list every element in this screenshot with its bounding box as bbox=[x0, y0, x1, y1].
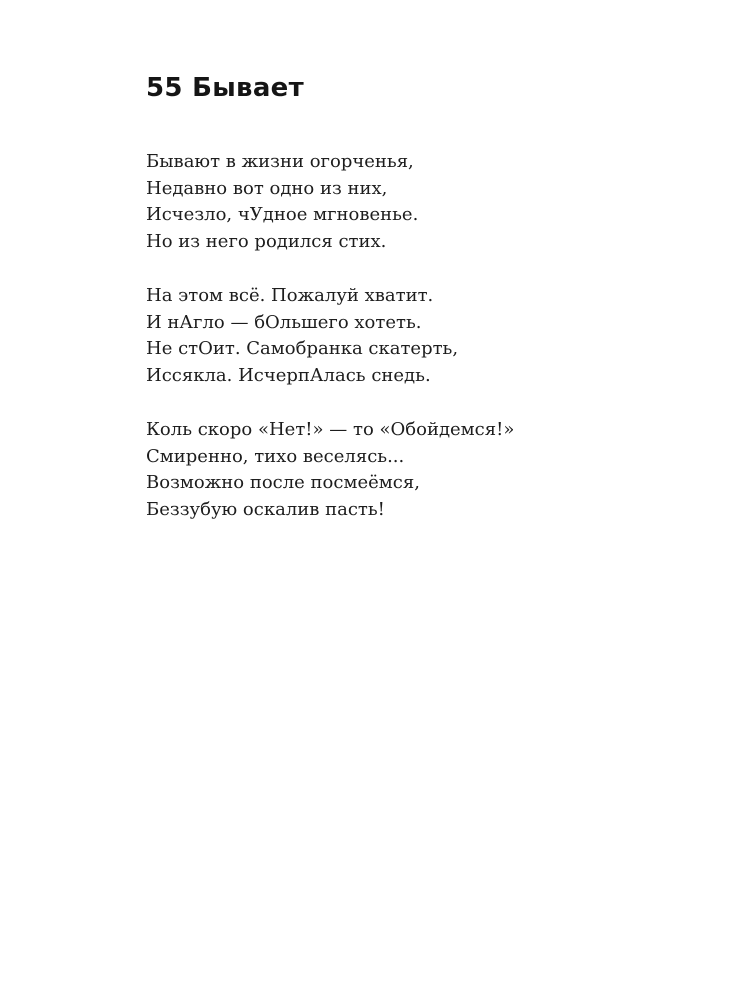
poem-line: Бывают в жизни огорченья, bbox=[146, 151, 414, 172]
stanza-3 bbox=[146, 417, 686, 523]
poem-body bbox=[146, 149, 686, 551]
poem-line: Но из него родился стих. bbox=[146, 230, 387, 252]
poem-line: Беззубую оскалив пасть! bbox=[146, 498, 385, 520]
poem-line: И нАгло — бОльшего хотеть. bbox=[146, 311, 422, 333]
poem-title: 55 Бывает bbox=[146, 73, 304, 103]
poem-line: Иссякла. ИсчерпАлась снедь. bbox=[146, 364, 431, 386]
poem-line: Недавно вот одно из них, bbox=[146, 177, 388, 199]
poem-line: Коль скоро «Нет!» — то «Обойдемся!» bbox=[146, 419, 515, 440]
stanza-1 bbox=[146, 149, 686, 255]
poem-line: Не стОит. Самобранка скатерть, bbox=[146, 338, 459, 359]
poem-line: Возможно после посмеёмся, bbox=[146, 472, 420, 493]
stanza-2 bbox=[146, 283, 686, 389]
poem-line: Смиренно, тихо веселясь... bbox=[146, 445, 405, 467]
poem-line: Исчезло, чУдное мгновенье. bbox=[146, 204, 419, 225]
poem-line: На этом всё. Пожалуй хватит. bbox=[146, 285, 434, 306]
